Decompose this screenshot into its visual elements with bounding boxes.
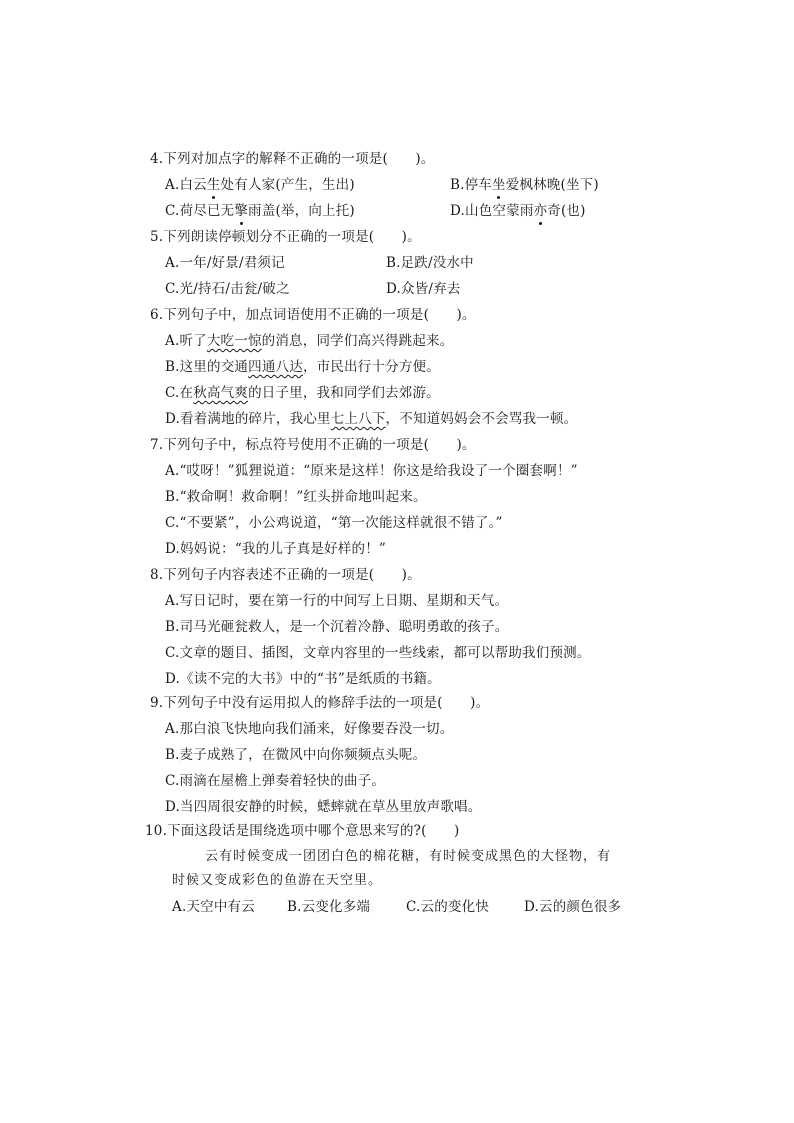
question-8-option-d[interactable]: D.《读不完的大书》中的“书”是纸质的书籍。 — [165, 671, 441, 687]
question-6-option-c[interactable] — [165, 384, 440, 402]
question-8-option-a[interactable]: A.写日记时，要在第一行的中间写上日期、星期和天气。 — [165, 593, 509, 609]
marked-phrase: 秋高气爽 — [193, 385, 249, 401]
option-text: 雨盖(举，向上托) — [248, 203, 355, 219]
option-text: A.听了 — [165, 333, 207, 349]
question-7-option-b[interactable]: B.“救命啊！救命啊！”红头拼命地叫起来。 — [165, 489, 427, 505]
question-9-option-c[interactable]: C.雨滴在屋檐上弹奏着轻快的曲子。 — [165, 773, 386, 789]
option-text: 的消息，同学们高兴得跳起来。 — [261, 333, 454, 349]
question-6-option-b[interactable] — [165, 358, 440, 376]
question-10-passage-line-1: 云有时候变成一团团白色的棉花糖，有时候变成黑色的大怪物，有 — [205, 849, 612, 864]
question-5-option-c[interactable]: C.光/持石/击瓮/破之 — [165, 281, 290, 297]
marked-phrase: 四通八达 — [248, 359, 303, 375]
question-10-stem: 10.下面这段话是围绕选项中哪个意思来写的?( ) — [145, 823, 460, 839]
option-text: 爱枫林晚(坐下) — [505, 177, 599, 193]
marked-phrase: 七上八下 — [330, 411, 386, 427]
question-7-stem: 7.下列句子中，标点符号使用不正确的一项是( )。 — [150, 437, 476, 453]
option-text: B.这里的交通 — [165, 359, 249, 375]
question-10-option-c[interactable]: C.云的变化快 — [406, 899, 490, 915]
question-4-option-c[interactable] — [165, 202, 355, 220]
question-8-stem: 8.下列句子内容表述不正确的一项是( )。 — [150, 567, 421, 583]
question-10-option-d[interactable]: D.云的颜色很多 — [524, 899, 622, 915]
question-6-option-d[interactable] — [165, 410, 577, 428]
option-text: A.白云 — [165, 177, 207, 193]
question-5-option-b[interactable]: B.足跌/没水中 — [386, 255, 474, 271]
question-10-passage-line-2: 时候又变成彩色的鱼游在天空里。 — [172, 873, 383, 888]
question-7-option-c[interactable]: C.“不要紧”，小公鸡说道，“第一次能这样就很不错了。” — [165, 515, 503, 531]
question-8-option-b[interactable]: B.司马光砸瓮救人，是一个沉着冷静、聪明勇敢的孩子。 — [165, 619, 509, 635]
option-text: 的日子里，我和同学们去郊游。 — [248, 385, 440, 401]
question-10-option-b[interactable]: B.云变化多端 — [287, 899, 371, 915]
question-6-stem: 6.下列句子中，加点词语使用不正确的一项是( )。 — [150, 307, 476, 323]
question-5-stem: 5.下列朗读停顿划分不正确的一项是( )。 — [150, 229, 421, 245]
option-text: C.在 — [165, 385, 194, 401]
question-9-stem: 9.下列句子中没有运用拟人的修辞手法的一项是( )。 — [150, 695, 490, 711]
option-text: 处有人家(产生，生出) — [220, 177, 355, 193]
question-9-option-b[interactable]: B.麦子成熟了，在微风中向你频频点头呢。 — [165, 747, 427, 763]
dotted-char: 擎 — [234, 203, 249, 219]
question-5-option-a[interactable]: A.一年/好景/君须记 — [165, 255, 285, 271]
question-4-option-a[interactable] — [165, 176, 355, 194]
marked-phrase: 大吃一惊 — [206, 333, 262, 349]
option-text: 奇(也) — [547, 203, 586, 219]
option-text: ，不知道妈妈会不会骂我一顿。 — [385, 411, 578, 427]
question-7-option-d[interactable]: D.妈妈说：“我的儿子真是好样的！” — [165, 541, 387, 557]
dotted-char: 坐 — [492, 177, 506, 193]
question-4-stem: 4.下列对加点字的解释不正确的一项是( )。 — [150, 151, 435, 167]
dotted-char: 生 — [206, 177, 221, 193]
option-text: D.山色空蒙雨 — [450, 203, 534, 219]
question-4-option-d[interactable] — [450, 202, 586, 220]
option-text: ，市民出行十分方便。 — [302, 359, 440, 375]
question-9-option-d[interactable]: D.当四周很安静的时候，蟋蟀就在草丛里放声歌唱。 — [165, 799, 482, 815]
question-4-option-b[interactable] — [450, 176, 599, 194]
question-6-option-a[interactable] — [165, 332, 453, 350]
option-text: C.荷尽已无 — [165, 203, 235, 219]
question-5-option-d[interactable]: D.众皆/弃去 — [386, 281, 461, 297]
question-7-option-a[interactable]: A.“哎呀！”狐狸说道：“原来是这样！你这是给我设了一个圈套啊！” — [165, 463, 578, 479]
option-text: D.看着满地的碎片，我心里 — [165, 411, 331, 427]
question-10-option-a[interactable]: A.天空中有云 — [172, 899, 255, 915]
question-8-option-c[interactable]: C.文章的题目、插图，文章内容里的一些线索，都可以帮助我们预测。 — [165, 645, 591, 661]
option-text: B.停车 — [450, 177, 493, 193]
dotted-char: 亦 — [533, 203, 548, 219]
question-9-option-a[interactable]: A.那白浪飞快地向我们涌来，好像要吞没一切。 — [165, 721, 454, 737]
